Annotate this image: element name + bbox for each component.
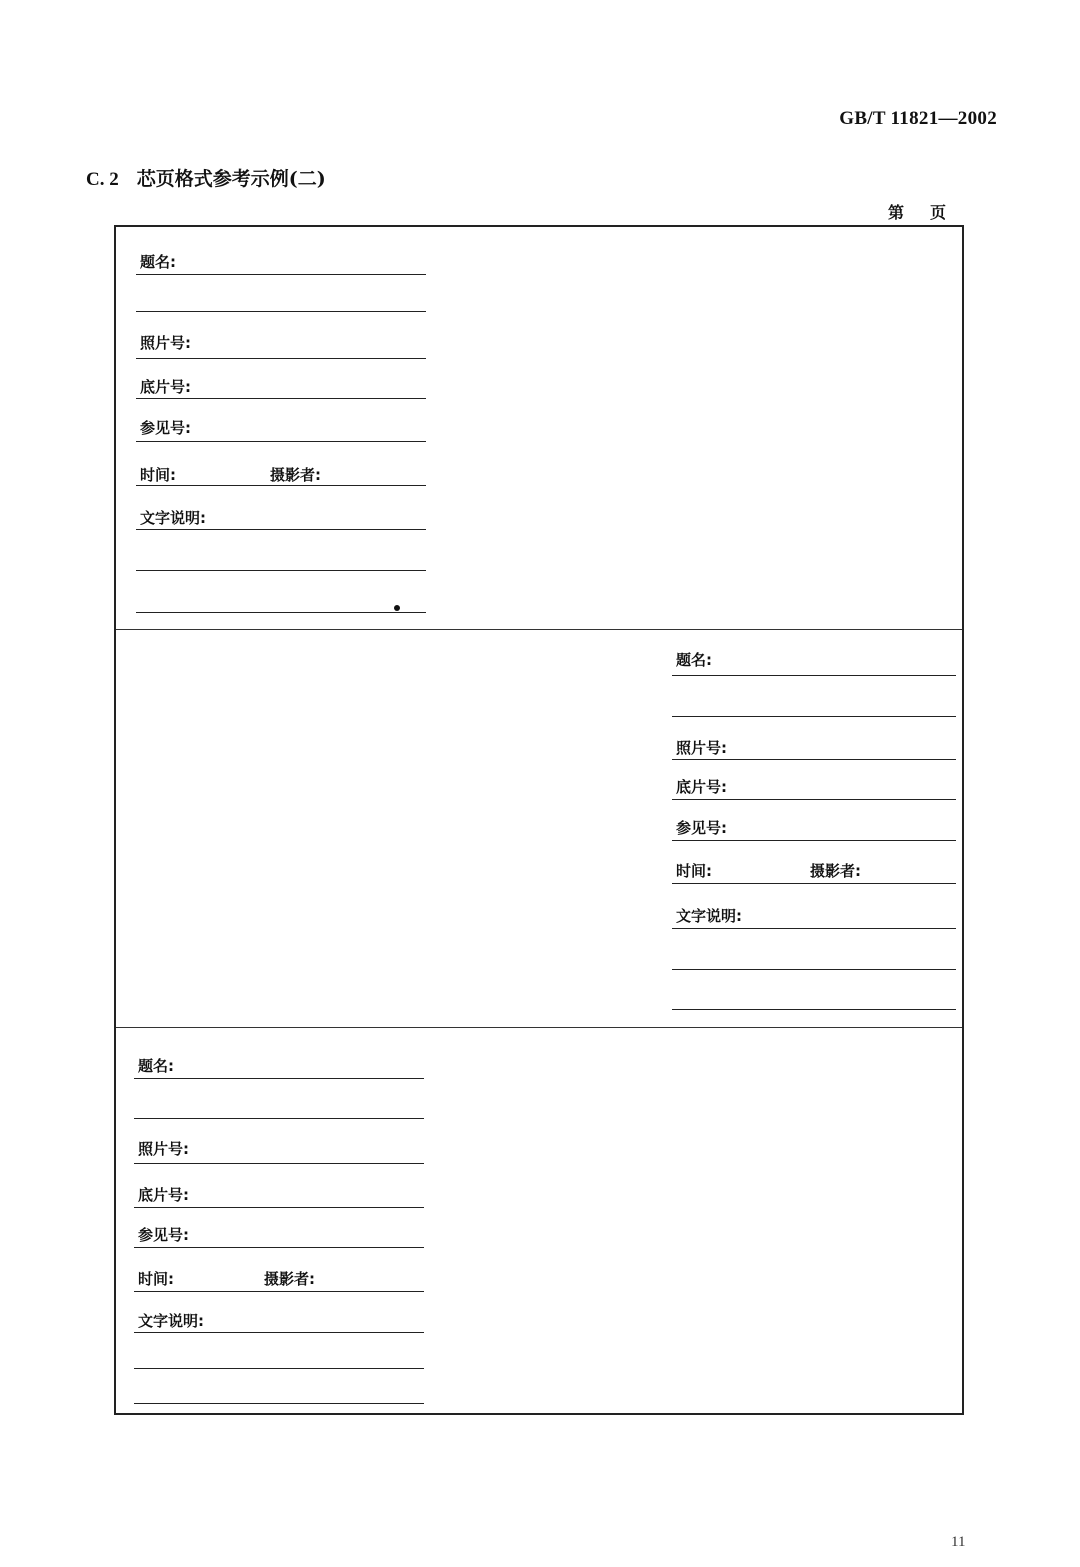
title-line[interactable]	[136, 274, 426, 275]
reference-no-label: 参见号:	[138, 1226, 189, 1244]
caption-line-3[interactable]	[136, 612, 426, 613]
page-label-prefix: 第	[888, 203, 905, 222]
title-line-2[interactable]	[136, 311, 426, 312]
caption-line-1[interactable]	[136, 529, 426, 530]
photo-no-line[interactable]	[134, 1163, 424, 1164]
caption-line-2[interactable]	[134, 1368, 424, 1369]
ink-speck	[394, 605, 400, 611]
caption-label: 文字说明:	[140, 509, 206, 527]
reference-no-line[interactable]	[134, 1247, 424, 1248]
caption-line-3[interactable]	[134, 1403, 424, 1404]
standard-code: GB/T 11821—2002	[839, 108, 997, 129]
negative-no-line[interactable]	[672, 799, 956, 800]
negative-no-label: 底片号:	[140, 378, 191, 396]
photographer-label: 摄影者:	[264, 1270, 315, 1288]
photo-no-label: 照片号:	[138, 1140, 189, 1158]
caption-line-2[interactable]	[672, 969, 956, 970]
caption-label: 文字说明:	[676, 907, 742, 925]
negative-no-label: 底片号:	[138, 1186, 189, 1204]
time-label: 时间:	[676, 862, 712, 880]
title-line-2[interactable]	[672, 716, 956, 717]
reference-no-label: 参见号:	[676, 819, 727, 837]
caption-line-2[interactable]	[136, 570, 426, 571]
photo-record-panel-1	[116, 227, 962, 630]
negative-no-label: 底片号:	[676, 778, 727, 796]
time-label: 时间:	[138, 1270, 174, 1288]
section-heading	[86, 164, 326, 191]
title-label: 题名:	[138, 1057, 174, 1075]
negative-no-line[interactable]	[134, 1207, 424, 1208]
title-label: 题名:	[676, 651, 712, 669]
time-photographer-line[interactable]	[134, 1291, 424, 1292]
caption-line-1[interactable]	[134, 1332, 424, 1333]
photo-record-panel-3	[116, 1028, 962, 1415]
photo-no-label: 照片号:	[676, 739, 727, 757]
caption-line-3[interactable]	[672, 1009, 956, 1010]
reference-no-line[interactable]	[672, 840, 956, 841]
title-line-2[interactable]	[134, 1118, 424, 1119]
reference-no-line[interactable]	[136, 441, 426, 442]
section-title: 芯页格式参考示例(二)	[136, 168, 326, 190]
photo-no-line[interactable]	[136, 358, 426, 359]
time-photographer-line[interactable]	[672, 883, 956, 884]
title-line[interactable]	[134, 1078, 424, 1079]
photo-record-panel-2	[116, 630, 962, 1028]
photo-no-line[interactable]	[672, 759, 956, 760]
photographer-label: 摄影者:	[270, 466, 321, 484]
section-number: C. 2	[86, 169, 119, 190]
page-label-suffix: 页	[930, 203, 947, 222]
caption-line-1[interactable]	[672, 928, 956, 929]
card-sheet-frame	[114, 225, 964, 1415]
page-number: 11	[951, 1534, 966, 1550]
photographer-label: 摄影者:	[810, 862, 861, 880]
negative-no-line[interactable]	[136, 398, 426, 399]
caption-label: 文字说明:	[138, 1312, 204, 1330]
title-line[interactable]	[672, 675, 956, 676]
title-label: 题名:	[140, 253, 176, 271]
time-photographer-line[interactable]	[136, 485, 426, 486]
photo-no-label: 照片号:	[140, 334, 191, 352]
time-label: 时间:	[140, 466, 176, 484]
page-label	[888, 200, 946, 223]
reference-no-label: 参见号:	[140, 419, 191, 437]
